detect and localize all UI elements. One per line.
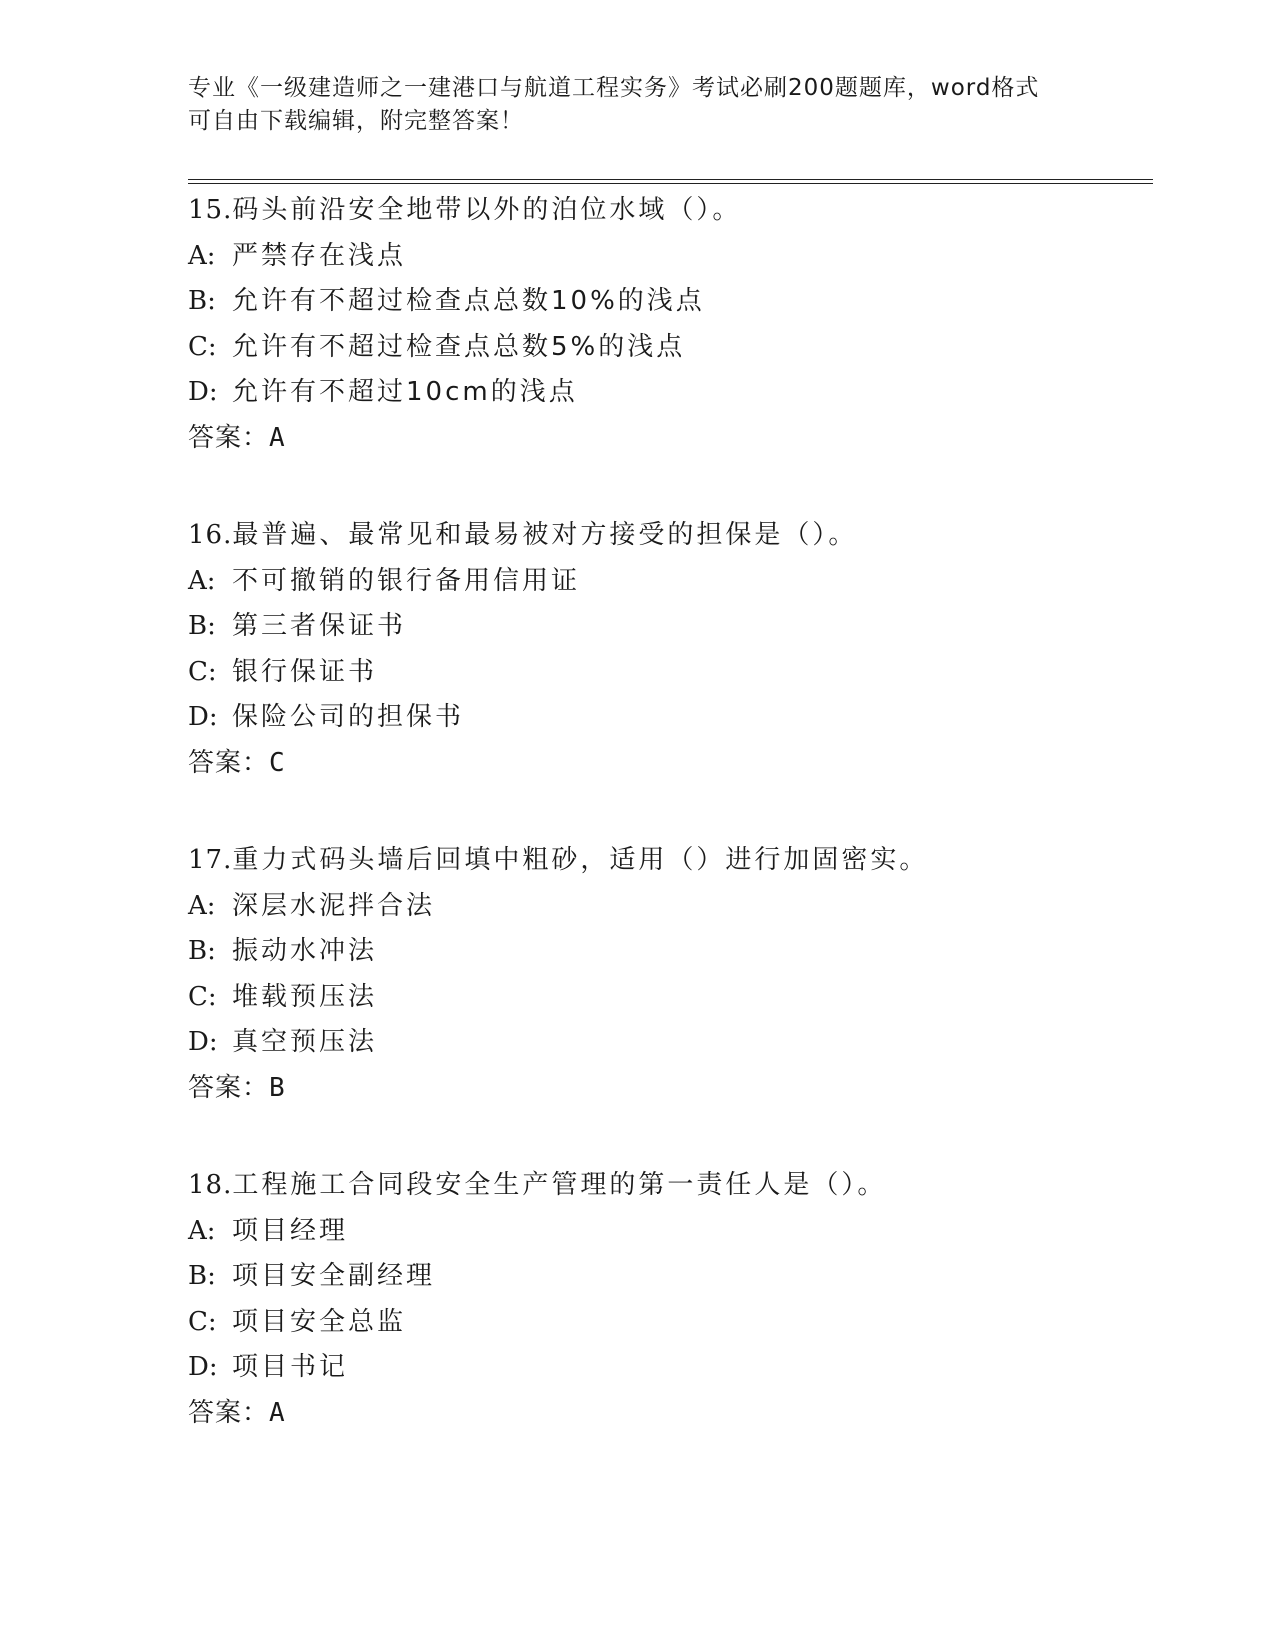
question-number: 15. — [188, 195, 233, 225]
option-key: A: — [188, 1215, 216, 1246]
question-stem — [188, 1163, 1153, 1209]
answer-line — [188, 741, 1153, 787]
answer-label: 答案： — [188, 747, 270, 778]
option-key: B: — [188, 936, 216, 966]
option-key: C: — [188, 1306, 217, 1337]
option-d — [188, 1345, 1153, 1391]
answer-value: A — [269, 1397, 286, 1428]
option-key: A: — [188, 565, 216, 596]
option-d — [188, 1020, 1153, 1066]
question-stem — [188, 188, 1153, 234]
option-key: A: — [188, 890, 216, 921]
option-key: D: — [188, 702, 218, 732]
question-number: 17. — [188, 845, 233, 875]
option-d — [188, 370, 1153, 416]
option-key: D: — [188, 377, 218, 407]
option-text: 振动水冲法 — [232, 936, 378, 966]
option-b — [188, 1254, 1153, 1300]
option-c — [188, 650, 1153, 696]
question-17 — [188, 838, 1153, 1111]
option-key: B: — [188, 1261, 216, 1291]
option-key: C: — [188, 331, 217, 362]
option-d — [188, 695, 1153, 741]
answer-line — [188, 416, 1153, 462]
header-divider-bottom — [188, 183, 1153, 184]
answer-line — [188, 1391, 1153, 1437]
option-b — [188, 279, 1153, 325]
option-text: 允许有不超过检查点总数5%的浅点 — [232, 331, 686, 362]
answer-value: A — [269, 422, 286, 453]
option-text: 允许有不超过检查点总数10%的浅点 — [232, 286, 705, 316]
option-text: 堆载预压法 — [232, 981, 378, 1012]
option-key: B: — [188, 286, 216, 316]
answer-value: B — [269, 1072, 286, 1103]
option-text: 银行保证书 — [232, 656, 378, 687]
answer-line — [188, 1066, 1153, 1112]
option-a — [188, 884, 1153, 930]
option-b — [188, 604, 1153, 650]
question-text: 码头前沿安全地带以外的泊位水域（）。 — [232, 195, 742, 225]
option-a — [188, 559, 1153, 605]
option-text: 不可撤销的银行备用信用证 — [232, 565, 581, 596]
question-list — [188, 188, 1153, 1488]
option-b — [188, 929, 1153, 975]
question-number: 16. — [188, 520, 233, 550]
option-text: 项目安全副经理 — [232, 1261, 436, 1291]
option-key: A: — [188, 240, 216, 271]
question-stem — [188, 513, 1153, 559]
option-key: B: — [188, 611, 216, 641]
option-text: 深层水泥拌合法 — [232, 890, 436, 921]
answer-value: C — [269, 747, 286, 778]
option-text: 项目安全总监 — [232, 1306, 407, 1337]
question-18 — [188, 1163, 1153, 1436]
question-15 — [188, 188, 1153, 461]
question-number: 18. — [188, 1170, 233, 1200]
answer-label: 答案： — [188, 1072, 270, 1103]
question-16 — [188, 513, 1153, 786]
option-c — [188, 1300, 1153, 1346]
document-header — [188, 72, 1088, 138]
option-key: C: — [188, 656, 217, 687]
option-c — [188, 325, 1153, 371]
option-text: 严禁存在浅点 — [232, 240, 407, 271]
header-line-2: 可自由下载编辑，附完整答案！ — [188, 108, 524, 134]
answer-label: 答案： — [188, 1397, 270, 1428]
option-text: 允许有不超过10cm的浅点 — [232, 377, 578, 407]
option-a — [188, 234, 1153, 280]
option-c — [188, 975, 1153, 1021]
option-text: 项目经理 — [232, 1215, 349, 1246]
question-stem — [188, 838, 1153, 884]
question-text: 最普遍、最常见和最易被对方接受的担保是（）。 — [232, 520, 858, 550]
header-line-1: 专业《一级建造师之一建港口与航道工程实务》考试必刷200题题库，word格式 — [188, 75, 1040, 101]
option-text: 第三者保证书 — [232, 611, 407, 641]
question-text: 工程施工合同段安全生产管理的第一责任人是（）。 — [232, 1170, 887, 1200]
option-key: D: — [188, 1027, 218, 1057]
option-key: D: — [188, 1352, 218, 1382]
option-text: 真空预压法 — [232, 1027, 378, 1057]
header-divider-top — [188, 179, 1153, 180]
option-a — [188, 1209, 1153, 1255]
option-text: 保险公司的担保书 — [232, 702, 465, 732]
answer-label: 答案： — [188, 422, 270, 453]
option-text: 项目书记 — [232, 1352, 349, 1382]
question-text: 重力式码头墙后回填中粗砂，适用（）进行加固密实。 — [232, 845, 929, 875]
option-key: C: — [188, 981, 217, 1012]
